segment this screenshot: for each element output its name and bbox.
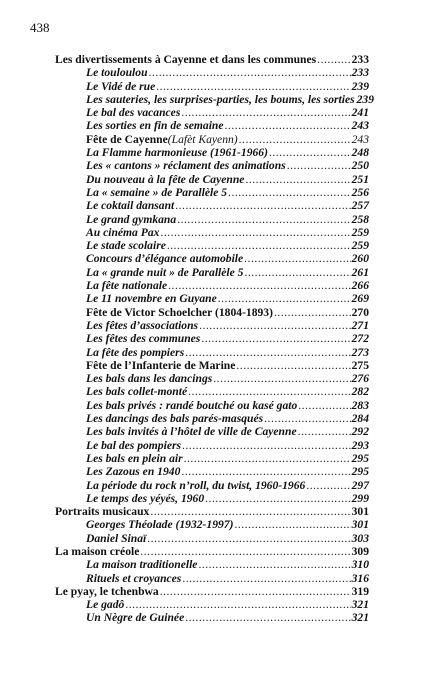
toc-entry-title: Rituels et croyances [86,571,182,585]
toc-entry-page: 270 [351,305,369,319]
toc-entry-page: 273 [351,345,369,359]
toc-entry-title: La fête nationale [86,279,168,293]
toc-entry-title: Daniel Sinaï [86,531,147,545]
toc-entry-title: Le temps des yéyés, 1960 [86,491,205,505]
toc-entry-title: Les dancings des bals parés-masqués [86,412,264,426]
toc-entry-page: 321 [351,598,369,612]
toc-section-entry [55,80,369,93]
toc-entry-page: 243 [351,119,369,133]
toc-entry-page: 284 [351,412,369,426]
dot-leader [199,319,351,332]
dot-leader [234,518,350,531]
dot-leader [168,279,350,292]
dot-leader [181,465,350,478]
toc-chapter-entry [55,585,369,598]
toc-entry-title: Le stade scolaire [86,239,166,253]
toc-entry-page: 310 [351,558,369,572]
dot-leader [140,545,350,558]
toc-entry-title: Le coktail dansant [86,199,175,213]
toc-entry-page: 282 [351,385,369,399]
dot-leader [198,558,350,571]
toc-entry-page: 256 [351,185,369,199]
toc-section-entry [55,439,369,452]
toc-entry-title: La Flamme harmonieuse (1961-1966) [86,146,268,160]
toc-entry-subtitle: (Lafèt Kayenn) [167,132,238,146]
toc-entry-title: Les bals dans les dancings [86,372,213,386]
toc-entry-title: Le gadô [86,598,125,612]
toc-entry-page: 251 [351,172,369,186]
dot-leader [184,452,351,465]
dot-leader [182,439,351,452]
toc-entry-title: La « grande nuit » de Parallèle 5 [86,265,244,279]
toc-entry-title: Portraits musicaux [55,505,150,519]
toc-entry-title: Les fêtes d’associations [86,318,199,332]
toc-section-entry [55,186,369,199]
toc-entry-title: La période du rock n’roll, du twist, 1960-1966 [86,478,306,492]
toc-entry-title: Le bal des pompiers [86,438,181,452]
toc-entry-title: Le grand gymkana [86,212,177,226]
toc-entry-page: 295 [351,451,369,465]
dot-leader [160,226,350,239]
dot-leader [287,159,351,172]
toc-entry-page: 299 [351,491,369,505]
toc-section-entry [55,425,369,438]
dot-leader [218,292,351,305]
dot-leader [182,572,350,585]
toc-entry-page: 258 [351,212,369,226]
toc-section-entry [55,173,369,186]
toc-entry-title: Un Nègre de Guinée [86,611,185,625]
dot-leader [306,479,350,492]
table-of-contents [55,53,374,625]
toc-entry-page: 319 [351,584,369,598]
toc-entry-page: 248 [351,146,369,160]
toc-entry-title: Le Vidé de rue [86,79,156,93]
toc-entry-page: 292 [351,425,369,439]
toc-entry-title: Les bals collet-monté [86,385,188,399]
toc-section-entry [55,319,369,332]
toc-entry-page: 233 [351,53,369,66]
toc-section-entry [55,159,369,172]
dot-leader [228,186,351,199]
dot-leader [201,332,350,345]
toc-entry-page: 266 [351,279,369,293]
dot-leader [236,359,350,372]
toc-entry-page: 261 [351,265,369,279]
dot-leader [317,53,350,66]
dot-leader [244,252,350,265]
toc-section-entry [55,359,369,372]
dot-leader [181,106,350,119]
toc-entry-page: 301 [351,518,369,532]
toc-entry-title: La fête des pompiers [86,345,185,359]
toc-section-entry [55,332,369,345]
toc-section-entry [55,465,369,478]
toc-entry-page: 283 [351,398,369,412]
toc-chapter-entry [55,545,369,558]
toc-entry-title: Les bals invités à l’hôtel de ville de Cayenne [86,425,297,439]
toc-entry-page: 272 [351,332,369,346]
toc-entry-title: La maison traditionelle [86,558,198,572]
toc-section-entry [55,213,369,226]
toc-entry-page: 303 [351,531,369,545]
toc-section-entry [55,66,369,79]
toc-entry-page: 269 [351,292,369,306]
dot-leader [175,199,350,212]
toc-entry-page: 257 [351,199,369,213]
toc-section-entry [55,119,369,132]
toc-entry-title: Les fêtes des communes [86,332,201,346]
toc-section-entry [55,479,369,492]
toc-section-entry [55,532,369,545]
dot-leader [177,213,350,226]
toc-entry-page: 297 [351,478,369,492]
toc-entry-page: 276 [351,372,369,386]
toc-entry-page: 241 [351,106,369,120]
toc-section-entry [55,385,369,398]
dot-leader [149,66,351,79]
toc-entry-title: Au cinéma Pax [86,225,160,239]
dot-leader [185,611,350,624]
dot-leader [269,146,351,159]
toc-section-entry [55,572,369,585]
dot-leader [225,119,351,132]
dot-leader [147,532,350,545]
toc-entry-page: 250 [351,159,369,173]
toc-section-entry [55,146,369,159]
dot-leader [239,133,351,146]
toc-section-entry [55,372,369,385]
toc-entry-page: 243 [351,132,369,146]
toc-section-entry [55,346,369,359]
dot-leader [264,412,350,425]
toc-section-entry [55,133,369,146]
toc-section-entry [55,279,369,292]
toc-entry-title: Fête de Victor Schoelcher (1804-1893) [86,305,273,319]
toc-entry-page: 260 [351,252,369,266]
toc-section-entry [55,292,369,305]
toc-entry-page: 293 [351,438,369,452]
toc-entry-page: 275 [351,358,369,372]
dot-leader [205,492,350,505]
toc-section-entry [55,92,374,106]
toc-entry-page: 271 [351,318,369,332]
dot-leader [167,239,351,252]
dot-leader [160,585,351,598]
toc-entry-title: Les sauteries, les surprises-parties, les boums, les sorties [86,92,355,106]
toc-section-entry [55,239,369,252]
toc-entry-page: 295 [351,465,369,479]
toc-entry-title: Le bal des vacances [86,106,181,120]
toc-entry-title: Du nouveau à la fête de Cayenne [86,172,245,186]
dot-leader [244,266,350,279]
toc-entry-title: La maison créole [55,544,140,558]
dot-leader [298,399,350,412]
toc-entry-title: Les « cantons » réclament des animations [86,159,286,173]
dot-leader [185,346,350,359]
toc-section-entry [55,518,369,531]
toc-section-entry [55,412,369,425]
toc-section-entry [55,492,369,505]
toc-section-entry [55,226,369,239]
toc-entry-title: La « semaine » de Parallèle 5 [86,185,228,199]
toc-entry-page: 233 [351,66,369,80]
toc-entry-page: 239 [356,92,374,106]
toc-section-entry [55,598,369,611]
toc-entry-page: 301 [351,505,369,519]
toc-entry-title: Les divertissements à Cayenne et dans les communes [55,53,317,66]
toc-entry-title: Georges Théolade (1932-1997) [86,518,234,532]
dot-leader [213,372,350,385]
toc-entry-page: 239 [351,79,369,93]
toc-entry-page: 309 [351,544,369,558]
toc-section-entry [55,199,369,212]
toc-entry-title: Le touloulou [86,66,148,80]
toc-entry-title: Les sorties en fin de semaine [86,119,224,133]
toc-section-entry [55,252,369,265]
toc-entry-title: Les bals privés : randé boutché ou kasé gato [86,398,298,412]
dot-leader [125,598,350,611]
toc-entry-title: Le 11 novembre en Guyane [86,292,217,306]
toc-entry-title: Le pyay, le tchenbwa [55,584,159,598]
dot-leader [298,425,351,438]
toc-section-entry [55,558,369,571]
toc-chapter-entry [55,53,369,66]
dot-leader [150,505,350,518]
toc-section-entry [55,266,369,279]
toc-entry-title: Fête de Cayenne [86,132,168,146]
toc-entry-page: 259 [351,239,369,253]
dot-leader [156,80,350,93]
toc-entry-title: Les bals en plein air [86,451,183,465]
toc-entry-title: Concours d’élégance automobile [86,252,244,266]
toc-section-entry [55,452,369,465]
page-number: 438 [30,20,50,35]
toc-entry-page: 259 [351,225,369,239]
toc-section-entry [55,106,369,119]
toc-section-entry [55,306,369,319]
toc-chapter-entry [55,505,369,518]
toc-entry-page: 321 [351,611,369,625]
dot-leader [274,306,351,319]
toc-entry-page: 316 [351,571,369,585]
toc-section-entry [55,611,369,624]
dot-leader [188,385,351,398]
dot-leader [245,173,350,186]
toc-entry-title: Fête de l’Infanterie de Marine [86,358,236,372]
toc-entry-title: Les Zazous en 1940 [86,465,181,479]
toc-section-entry [55,399,369,412]
